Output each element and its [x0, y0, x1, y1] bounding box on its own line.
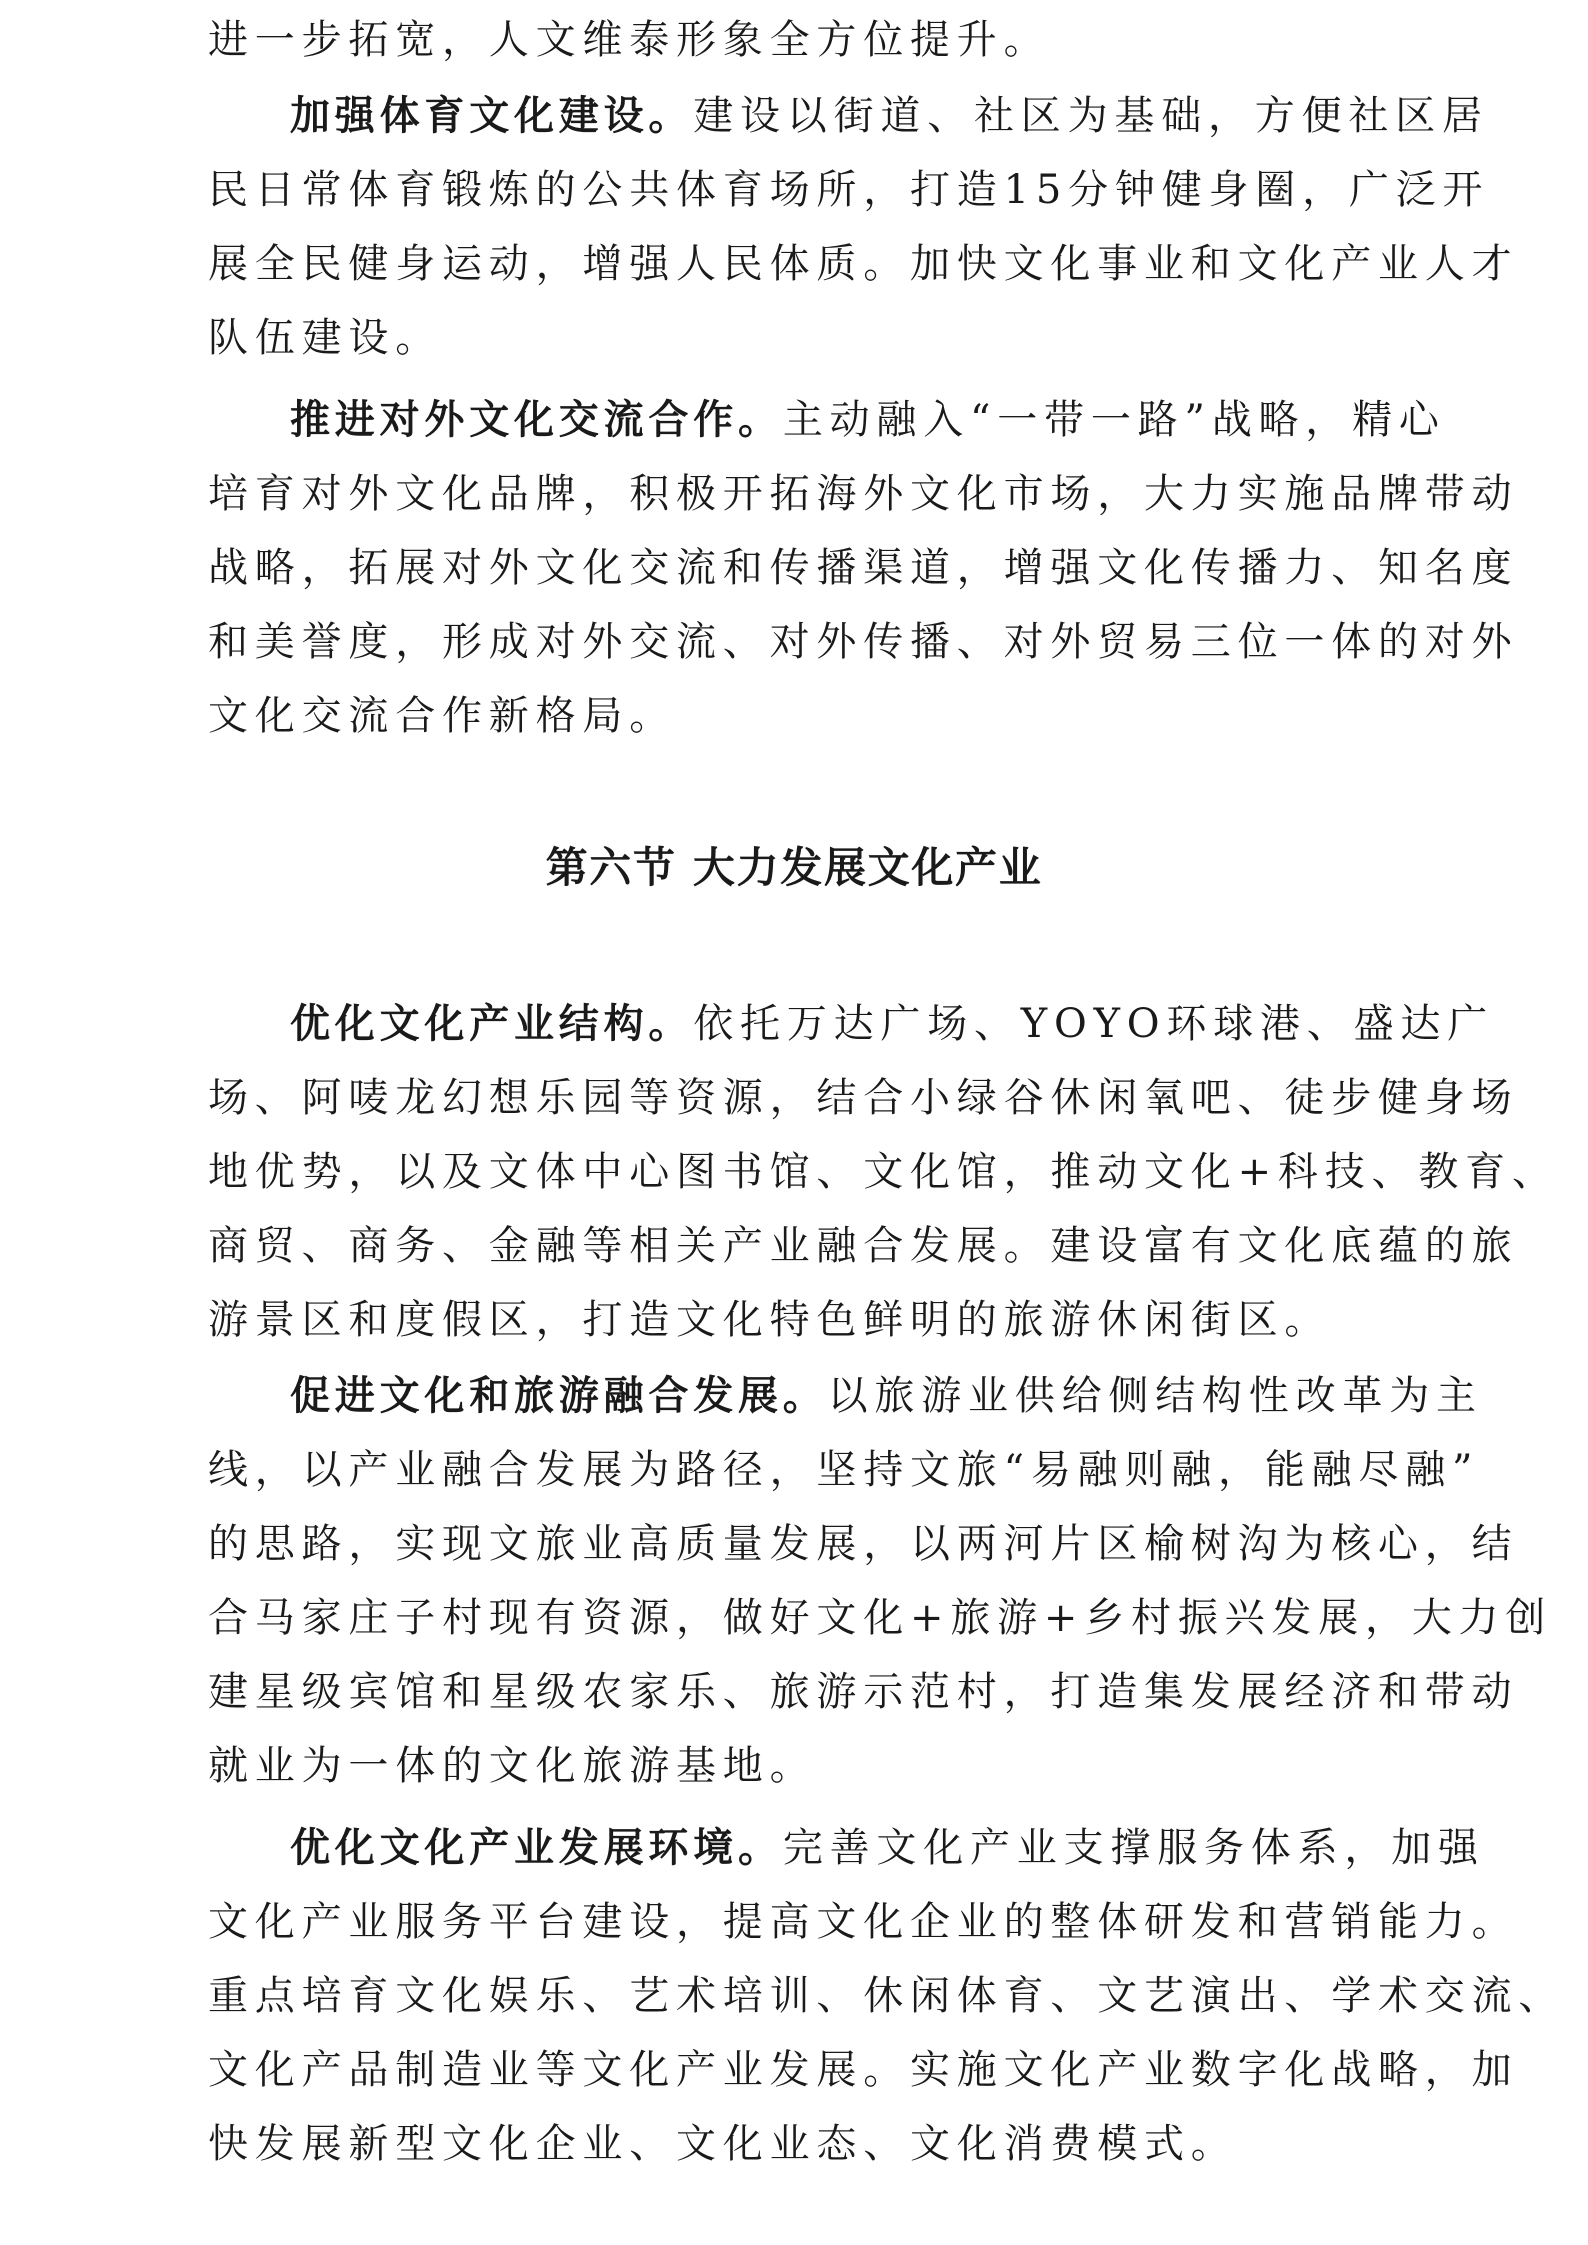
paragraph-5-line-3: 重点培育文化娱乐、艺术培训、休闲体育、文艺演出、学术交流、: [208, 1973, 1566, 2019]
paragraph-2-line-5: 文化交流合作新格局。: [208, 693, 676, 739]
paragraph-4-line-5: 建星级宾馆和星级农家乐、旅游示范村，打造集发展经济和带动: [208, 1669, 1519, 1715]
paragraph-3-line-5: 游景区和度假区，打造文化特色鲜明的旅游休闲街区。: [208, 1297, 1332, 1343]
paragraph-4-line-4: 合马家庄子村现有资源，做好文化+旅游+乡村振兴发展，大力创: [208, 1595, 1553, 1641]
paragraph-4-line-3: 的思路，实现文旅业高质量发展，以两河片区榆树沟为核心，结: [208, 1521, 1519, 1567]
paragraph-1-line-4: 队伍建设。: [208, 315, 442, 361]
paragraph-3-line-1: [290, 998, 1495, 1050]
paragraph-1-line-3: 展全民健身运动，增强人民体质。加快文化事业和文化产业人才: [208, 241, 1519, 287]
paragraph-4-line-1: [290, 1370, 1483, 1422]
paragraph-4-line-2: 线，以产业融合发展为路径，坚持文旅“易融则融，能融尽融”: [208, 1447, 1480, 1493]
paragraph-1-line-2: 民日常体育锻炼的公共体育场所，打造15分钟健身圈，广泛开: [208, 167, 1490, 213]
paragraph-5-lead: 优化文化产业发展环境。: [290, 1825, 783, 1871]
paragraph-3-lead: 优化文化产业结构。: [290, 1001, 694, 1047]
section-heading: 第六节 大力发展文化产业: [545, 843, 1043, 892]
paragraph-1-lead: 加强体育文化建设。: [290, 93, 694, 139]
paragraph-1-line-1: [290, 90, 1489, 142]
paragraph-2-line-4: 和美誉度，形成对外交流、对外传播、对外贸易三位一体的对外: [208, 619, 1519, 665]
paragraph-2-line-1: [290, 394, 1446, 446]
paragraph-5-text: 完善文化产业支撑服务体系，加强: [782, 1825, 1485, 1871]
paragraph-3-line-2: 场、阿唛龙幻想乐园等资源，结合小绿谷休闲氧吧、徒步健身场: [208, 1075, 1519, 1121]
paragraph-2-lead: 推进对外文化交流合作。: [290, 397, 783, 443]
paragraph-5-line-4: 文化产品制造业等文化产业发展。实施文化产业数字化战略，加: [208, 2047, 1519, 2093]
paragraph-5-line-1: [290, 1822, 1485, 1874]
paragraph-3-line-3: 地优势，以及文体中心图书馆、文化馆，推动文化+科技、教育、: [208, 1149, 1559, 1195]
paragraph-4-lead: 促进文化和旅游融合发展。: [290, 1373, 828, 1419]
paragraph-3-text: 依托万达广场、YOYO环球港、盛达广: [693, 1001, 1495, 1047]
paragraph-2-line-3: 战略，拓展对外文化交流和传播渠道，增强文化传播力、知名度: [208, 545, 1519, 591]
paragraph-0-line-1: 进一步拓宽，人文维泰形象全方位提升。: [208, 17, 1051, 63]
paragraph-2-text: 主动融入“一带一路”战略，精心: [782, 397, 1446, 443]
paragraph-5-line-5: 快发展新型文化企业、文化业态、文化消费模式。: [208, 2121, 1238, 2167]
paragraph-1-text: 建设以街道、社区为基础，方便社区居: [693, 93, 1489, 139]
paragraph-4-line-6: 就业为一体的文化旅游基地。: [208, 1743, 817, 1789]
paragraph-5-line-2: 文化产业服务平台建设，提高文化企业的整体研发和营销能力。: [208, 1899, 1519, 1945]
paragraph-3-line-4: 商贸、商务、金融等相关产业融合发展。建设富有文化底蕴的旅: [208, 1223, 1519, 1269]
paragraph-4-text: 以旅游业供给侧结构性改革为主: [827, 1373, 1483, 1419]
paragraph-2-line-2: 培育对外文化品牌，积极开拓海外文化市场，大力实施品牌带动: [208, 471, 1519, 517]
